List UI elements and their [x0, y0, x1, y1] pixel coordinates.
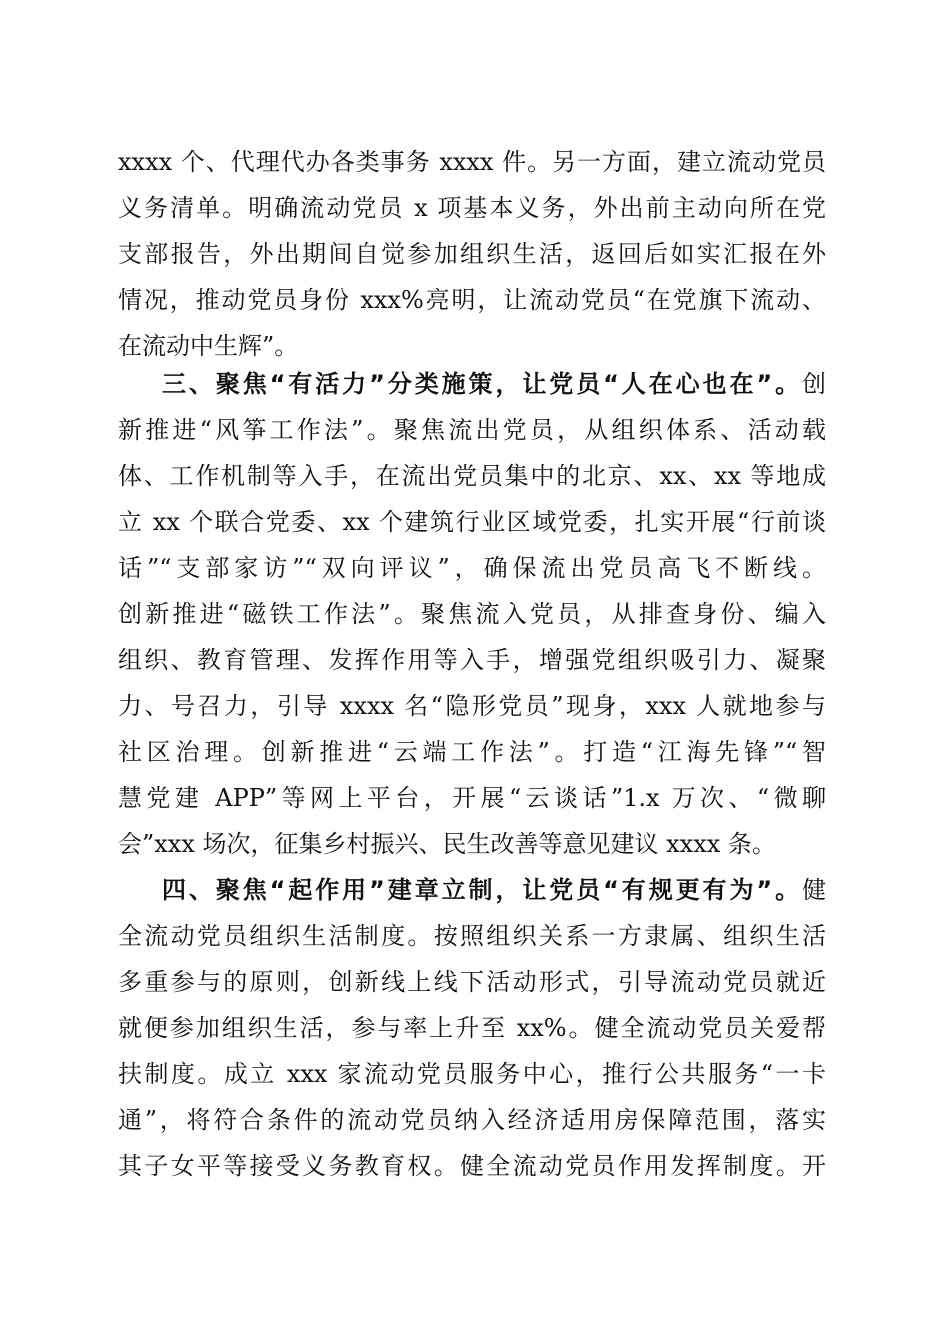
section-4-paragraph	[118, 867, 826, 1189]
text-line: 多重参与的原则，创新线上线下活动形式，引导流动党员就近	[118, 968, 826, 996]
section-3-paragraph	[118, 361, 826, 867]
text-line: 立 xx 个联合党委、xx 个建筑行业区域党委，扎实开展“行前谈	[118, 508, 826, 536]
text-line: 全流动党员组织生活制度。按照组织关系一方隶属、组织生活	[118, 922, 826, 950]
text-line: 慧党建 APP”等网上平台，开展“云谈话”1.x 万次、“微聊	[118, 784, 826, 812]
text-fragment: 健	[802, 876, 826, 904]
section-heading-line	[118, 867, 826, 913]
text-line: 通”，将符合条件的流动党员纳入经济适用房保障范围，落实	[118, 1106, 826, 1134]
text-line: 话”“支部家访”“双向评议”，确保流出党员高飞不断线。	[118, 554, 826, 582]
text-line: 支部报告，外出期间自觉参加组织生活，返回后如实汇报在外	[118, 240, 826, 268]
paragraph-continued	[118, 139, 826, 369]
text-line: 体、工作机制等入手，在流出党员集中的北京、xx、xx 等地成	[118, 462, 826, 490]
text-line: 社区治理。创新推进“云端工作法”。打造“江海先锋”“智	[118, 738, 826, 766]
section-4-heading: 四、聚焦“起作用”建章立制，让党员“有规更有为”。	[162, 876, 802, 904]
text-line: 力、号召力，引导 xxxx 名“隐形党员”现身，xxx 人就地参与	[118, 692, 826, 720]
text-line: 情况，推动党员身份 xxx%亮明，让流动党员“在党旗下流动、	[118, 286, 826, 314]
text-line: 创新推进“磁铁工作法”。聚焦流入党员，从排查身份、编入	[118, 600, 826, 628]
text-line: 义务清单。明确流动党员 x 项基本义务，外出前主动向所在党	[118, 194, 826, 222]
text-fragment: 创	[802, 370, 826, 398]
text-line: 其子女平等接受义务教育权。健全流动党员作用发挥制度。开	[118, 1152, 826, 1180]
text-line: xxxx 个、代理代办各类事务 xxxx 件。另一方面，建立流动党员	[118, 148, 826, 176]
text-line: 新推进“风筝工作法”。聚焦流出党员，从组织体系、活动载	[118, 416, 826, 444]
text-line: 在流动中生辉”。	[118, 332, 299, 360]
text-line: 组织、教育管理、发挥作用等入手，增强党组织吸引力、凝聚	[118, 646, 826, 674]
document-page	[118, 139, 826, 1189]
text-line: 就便参加组织生活，参与率上升至 xx%。健全流动党员关爱帮	[118, 1014, 826, 1042]
text-line: 会”xxx 场次，征集乡村振兴、民生改善等意见建议 xxxx 条。	[118, 830, 776, 858]
text-line: 扶制度。成立 xxx 家流动党员服务中心，推行公共服务“一卡	[118, 1060, 826, 1088]
section-heading-line	[118, 361, 826, 407]
section-3-heading: 三、聚焦“有活力”分类施策，让党员“人在心也在”。	[162, 370, 802, 398]
